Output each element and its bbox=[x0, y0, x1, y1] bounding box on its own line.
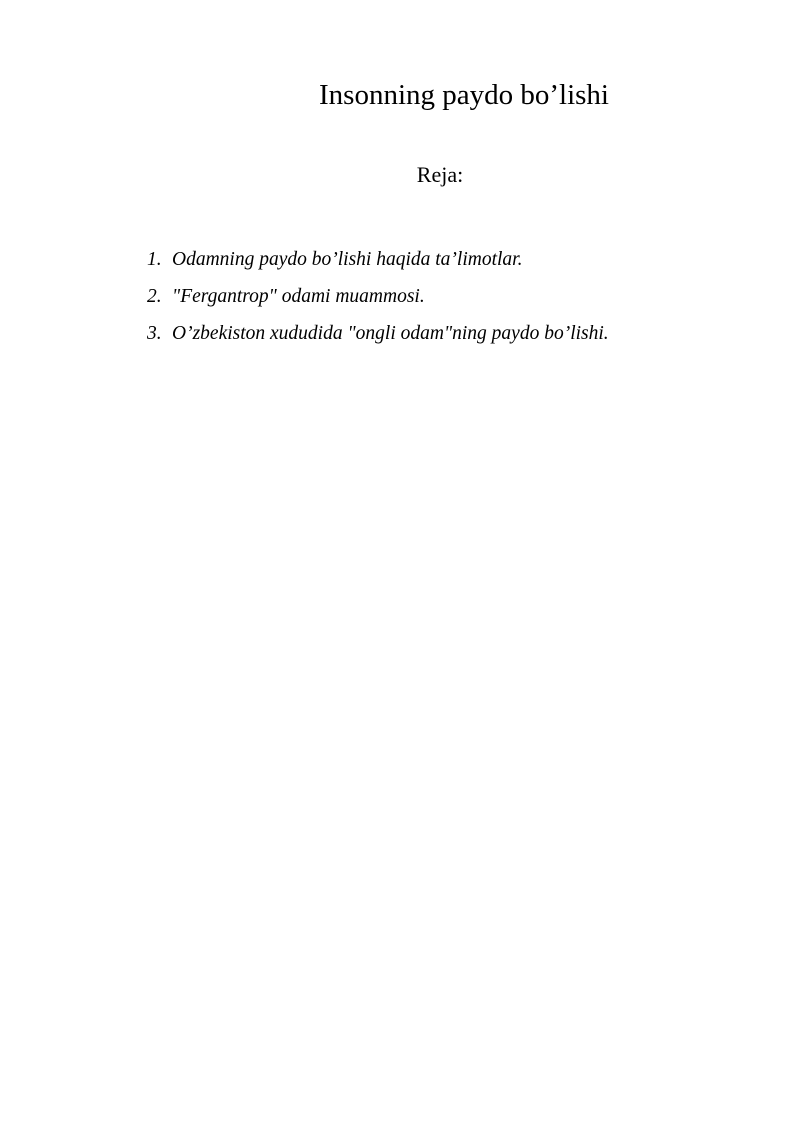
document-title: Insonning paydo bo’lishi bbox=[319, 79, 609, 111]
plan-item-text: Odamning paydo bo’lishi haqida ta’limotlar. bbox=[172, 249, 523, 270]
plan-heading: Reja: bbox=[416, 162, 464, 187]
plan-item bbox=[147, 278, 747, 315]
plan-item bbox=[147, 315, 747, 352]
plan-item-number: 3. bbox=[147, 323, 162, 344]
plan-list bbox=[147, 241, 747, 352]
plan-item-text: "Fergantrop" odami muammosi. bbox=[172, 286, 425, 307]
plan-item-text: O’zbekiston xududida "ongli odam"ning paydo bo’lishi. bbox=[172, 323, 609, 344]
plan-item-number: 1. bbox=[147, 249, 162, 270]
plan-item-number: 2. bbox=[147, 286, 162, 307]
plan-item bbox=[147, 241, 747, 278]
